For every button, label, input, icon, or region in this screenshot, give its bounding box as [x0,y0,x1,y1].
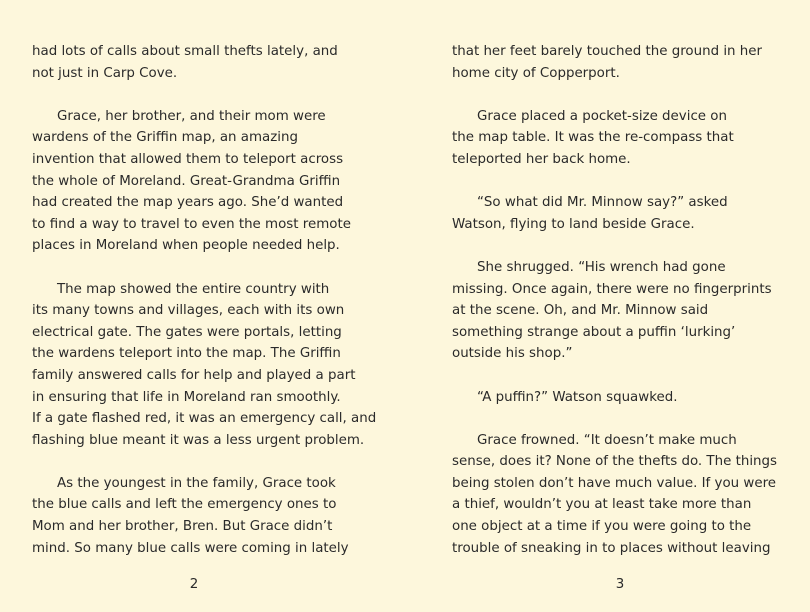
paragraph: “A puffin?” Watson squawked. [477,389,678,405]
left-page-text [32,41,377,581]
paragraph: She shrugged. “His wrench had gone missing. Once again, there were no fingerprints at the scene. Oh, and Mr. Minnow said something strange about a puffin ‘lurking’ outside his shop.” [452,259,772,362]
paragraph: Grace frowned. “It doesn’t make much sense, does it? None of the thefts do. The things being stolen don’t have much value. If you were a thief, wouldn’t you at least take more than one object at a time if you were going to the trouble of sneaking in to places without leaving [452,432,778,556]
paragraph: Grace placed a pocket-size device on the map table. It was the re-compass that teleported her back home. [452,108,734,167]
paragraph: As the youngest in the family, Grace took the blue calls and left the emergency ones to Mom and her brother, Bren. But Grace didn’t mind. So many blue calls were coming in lately [32,475,349,556]
right-page [405,0,810,612]
page-number: 2 [189,577,199,592]
paragraph: Grace, her brother, and their mom were wardens of the Griffin map, an amazing invention that allowed them to teleport across the whole of Moreland. Great-Grandma Griffin had created the map years ago. She’d wanted to find a way to travel to even the most remote places in Moreland when people needed help. [32,108,351,254]
paragraph: The map showed the entire country with its many towns and villages, each with its own electrical gate. The gates were portals, letting the wardens teleport into the map. The Griffin family answered calls for help and played a part in ensuring that life in Moreland ran smoothly. If a gate flashed red, it was an emergency call, and flashing blue meant it was a less urgent problem. [32,281,377,448]
page-number: 3 [615,577,625,592]
paragraph: “So what did Mr. Minnow say?” asked Watson, flying to land beside Grace. [452,195,728,232]
paragraph: had lots of calls about small thefts lately, and not just in Carp Cove. [32,44,338,81]
paragraph: that her feet barely touched the ground in her home city of Copperport. [452,44,763,81]
right-page-text [452,41,794,581]
